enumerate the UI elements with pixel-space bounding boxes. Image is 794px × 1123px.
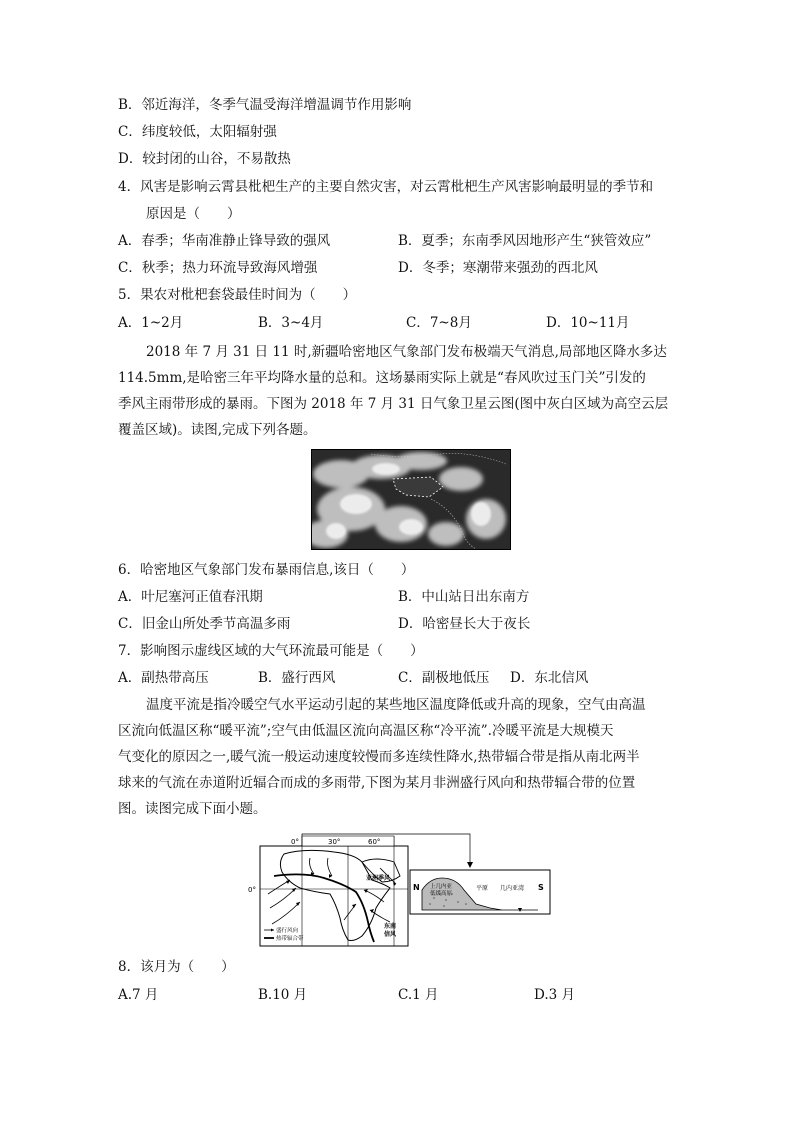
profile-plain: 平原 xyxy=(476,885,489,892)
q6-option-a: A．叶尼塞河正值春汛期 xyxy=(118,589,263,605)
passage1-line-1: 2018 年 7 月 31 日 11 时,新疆哈密地区气象部门发布极端天气消息,局部地区降水多达 xyxy=(146,344,667,360)
map-label-asia-monsoon: 亚洲季风 xyxy=(366,875,391,882)
q4-option-b: B．夏季；东南季风因地形产生“狭管效应” xyxy=(398,233,652,249)
q4-stem-line-2: 原因是（ ） xyxy=(146,206,241,222)
passage2-line-2: 区流向低温区称“暖平流”;空气由低温区流向高温区称“冷平流”.冷暖平流是大规模天 xyxy=(118,723,614,739)
profile-upland-2: 低缓高原 xyxy=(430,891,453,897)
passage1-line-4: 覆盖区域)。读图,完成下列各题。 xyxy=(118,422,317,438)
q3-option-b: B．邻近海洋，冬季气温受海洋增温调节作用影响 xyxy=(118,97,412,113)
q8-option-a: A.7 月 xyxy=(118,987,159,1003)
passage2-line-5: 图。读图完成下面小题。 xyxy=(118,801,267,817)
legend-wind-label: 盛行风向 xyxy=(276,928,299,934)
q7-stem: 7．影响图示虚线区域的大气环流最可能是（ ） xyxy=(118,643,424,659)
satellite-cloud-image xyxy=(311,449,511,550)
q7-option-c: C．副极地低压 xyxy=(398,670,490,686)
profile-upland-1: 上几内亚 xyxy=(430,884,453,890)
q5-option-a: A．1~2月 xyxy=(118,315,184,331)
passage2-line-3: 气变化的原因之一,暖气流一般运动速度较慢而多连续性降水,热带辐合带是指从南北两半 xyxy=(118,749,640,765)
satellite-cloud-svg xyxy=(311,449,511,550)
q3-option-c: C．纬度较低，太阳辐射强 xyxy=(118,124,277,140)
q6-option-d: D．哈密昼长大于夜长 xyxy=(398,616,531,632)
profile-north: N xyxy=(413,883,420,892)
q8-option-d: D.3 月 xyxy=(534,987,576,1003)
map-label-se-trades: 东南 xyxy=(384,923,397,930)
q5-option-d: D．10~11月 xyxy=(546,315,630,331)
q6-option-c: C．旧金山所处季节高温多雨 xyxy=(118,616,291,632)
africa-wind-map-svg xyxy=(244,832,552,950)
q4-option-c: C．秋季；热力环流导致海风增强 xyxy=(118,260,318,276)
passage2-line-4: 球来的气流在赤道附近辐合而成的多雨带,下图为某月非洲盛行风向和热带辐合带的位置 xyxy=(118,775,636,791)
q4-option-d: D．冬季；寒潮带来强劲的西北风 xyxy=(398,260,598,276)
map-lon-0: 0° xyxy=(291,838,299,846)
q7-option-a: A．副热带高压 xyxy=(118,670,209,686)
q4-option-a: A．春季；华南准静止锋导致的强风 xyxy=(118,233,331,249)
map-lon-60: 60° xyxy=(368,838,381,846)
passage-hami-rainstorm xyxy=(118,339,678,443)
q7-option-b: B．盛行西风 xyxy=(258,670,336,686)
map-lat-0: 0° xyxy=(248,886,256,894)
legend-itcz-label: 热带辐合带 xyxy=(276,936,304,942)
q8-option-b: B.10 月 xyxy=(258,987,308,1003)
passage1-line-2: 114.5mm,是哈密三年平均降水量的总和。这场暴雨实际上就是“春风吹过玉门关”引发的 xyxy=(118,370,646,386)
profile-gulf: 几内亚湾 xyxy=(500,885,525,892)
passage-temperature-advection xyxy=(118,692,678,822)
q8-option-c: C.1 月 xyxy=(398,987,439,1003)
q4-stem-line-1: 4．风害是影响云霄县枇杷生产的主要自然灾害，对云霄枇杷生产风害影响最明显的季节和 xyxy=(118,179,654,195)
map-lon-30: 30° xyxy=(328,838,341,846)
profile-south: S xyxy=(538,883,544,892)
africa-wind-map-figure xyxy=(244,832,552,950)
q5-stem: 5．果农对枇杷套袋最佳时间为（ ） xyxy=(118,287,357,303)
q7-option-d: D．东北信风 xyxy=(510,670,589,686)
q5-option-c: C．7~8月 xyxy=(406,315,472,331)
q8-stem: 8．该月为（ ） xyxy=(118,959,235,975)
map-label-se-trades-2: 信风 xyxy=(384,931,397,938)
q6-option-b: B．中山站日出东南方 xyxy=(398,589,530,605)
passage2-line-1: 温度平流是指冷暖空气水平运动引起的某些地区温度降低或升高的现象，空气由高温 xyxy=(146,697,646,713)
q5-option-b: B．3~4月 xyxy=(258,315,324,331)
passage1-line-3: 季风主雨带形成的暴雨。下图为 2018 年 7 月 31 日气象卫星云图(图中灰白区域为高空云层 xyxy=(118,396,669,412)
q3-option-d: D．较封闭的山谷，不易散热 xyxy=(118,151,291,167)
q6-stem: 6．哈密地区气象部门发布暴雨信息,该日（ ） xyxy=(118,562,415,578)
